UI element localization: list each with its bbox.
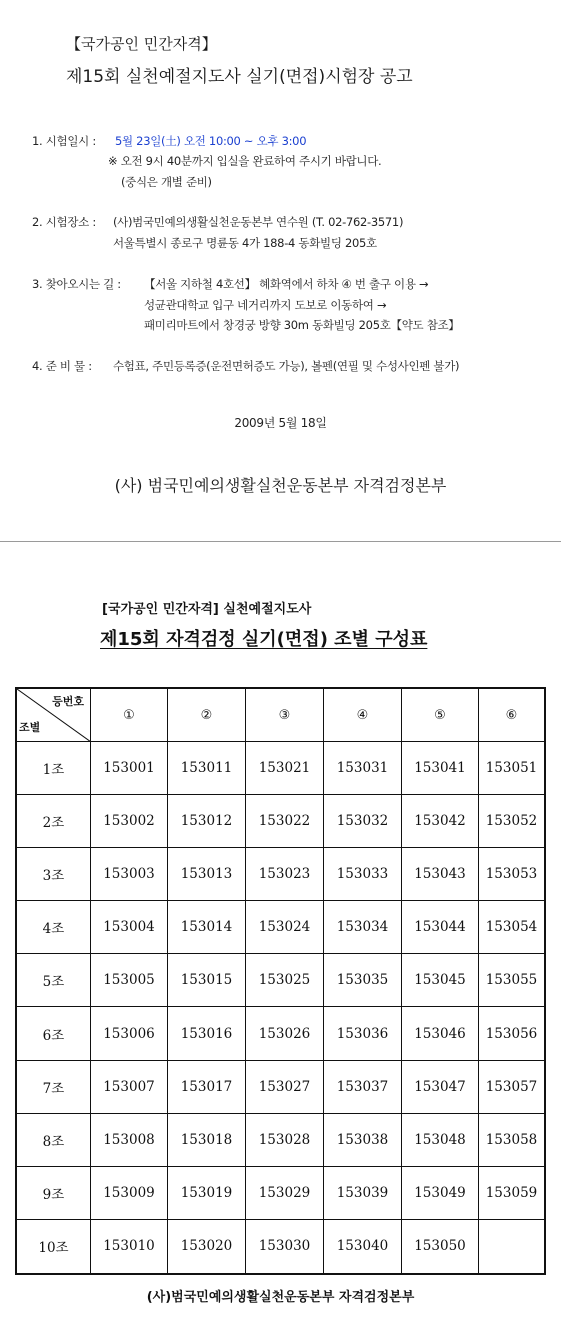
column-header: ⑤: [402, 689, 479, 742]
candidate-number-cell: [479, 1220, 544, 1273]
candidate-number-cell: 153012: [168, 795, 246, 848]
table-corner-header: [17, 689, 91, 742]
column-header: ②: [168, 689, 246, 742]
candidate-number-cell: 153057: [479, 1061, 544, 1114]
candidate-number-cell: 153047: [402, 1061, 479, 1114]
notice-title: 제15회 실천예절지도사 실기(면접)시험장 공고: [66, 67, 413, 87]
candidate-number-cell: 153039: [324, 1167, 402, 1220]
section-divider: [0, 541, 561, 542]
group-label: 3조: [17, 848, 91, 901]
group-label: 2조: [17, 795, 91, 848]
supplies-list: 수험표, 주민등록증(운전면허증도 가능), 볼펜(연필 및 수성사인펜 불가): [113, 359, 460, 373]
group-label: 8조: [17, 1114, 91, 1167]
candidate-number-cell: 153009: [91, 1167, 168, 1220]
candidate-number-cell: 153031: [324, 742, 402, 795]
roster-organization: (사)범국민예의생활실천운동본부 자격검정본부: [146, 1290, 415, 1305]
candidate-number-cell: 153013: [168, 848, 246, 901]
candidate-number-cell: 153058: [479, 1114, 544, 1167]
candidate-number-cell: 153040: [324, 1220, 402, 1273]
directions-line-1: 【서울 지하철 4호선】 혜화역에서 하차 ④ 번 출구 이용 →: [144, 277, 429, 291]
candidate-number-cell: 153007: [91, 1061, 168, 1114]
group-label: 7조: [17, 1061, 91, 1114]
candidate-number-cell: 153037: [324, 1061, 402, 1114]
candidate-number-cell: 153003: [91, 848, 168, 901]
candidate-number-cell: 153023: [246, 848, 324, 901]
column-header: ①: [91, 689, 168, 742]
candidate-number-cell: 153042: [402, 795, 479, 848]
candidate-number-cell: 153059: [479, 1167, 544, 1220]
candidate-number-cell: 153016: [168, 1007, 246, 1060]
candidate-number-cell: 153005: [91, 954, 168, 1007]
candidate-number-cell: 153054: [479, 901, 544, 954]
group-label: 9조: [17, 1167, 91, 1220]
arrival-note: ※ 오전 9시 40분까지 입실을 완료하여 주시기 바랍니다.: [108, 154, 382, 168]
section-3-label: 3. 찾아오시는 길 :: [32, 277, 121, 291]
candidate-number-cell: 153020: [168, 1220, 246, 1273]
candidate-number-cell: 153025: [246, 954, 324, 1007]
candidate-number-cell: 153048: [402, 1114, 479, 1167]
venue-address: 서울특별시 종로구 명륜동 4가 188-4 동화빌딩 205호: [113, 236, 377, 250]
candidate-number-cell: 153055: [479, 954, 544, 1007]
candidate-number-cell: 153028: [246, 1114, 324, 1167]
candidate-number-cell: 153030: [246, 1220, 324, 1273]
candidate-number-cell: 153026: [246, 1007, 324, 1060]
candidate-number-cell: 153049: [402, 1167, 479, 1220]
candidate-number-cell: 153046: [402, 1007, 479, 1060]
candidate-number-cell: 153035: [324, 954, 402, 1007]
candidate-number-cell: 153041: [402, 742, 479, 795]
candidate-number-cell: 153010: [91, 1220, 168, 1273]
candidate-number-cell: 153033: [324, 848, 402, 901]
candidate-number-cell: 153036: [324, 1007, 402, 1060]
candidate-number-cell: 153043: [402, 848, 479, 901]
candidate-number-cell: 153001: [91, 742, 168, 795]
section-1-label: 1. 시험일시 :: [32, 134, 96, 148]
section-4-label: 4. 준 비 물 :: [32, 359, 92, 373]
corner-column-label: 등번호: [52, 695, 84, 708]
corner-row-label: 조별: [19, 721, 41, 734]
candidate-number-cell: 153032: [324, 795, 402, 848]
candidate-number-cell: 153018: [168, 1114, 246, 1167]
column-header: ④: [324, 689, 402, 742]
lunch-note: (중식은 개별 준비): [121, 175, 212, 189]
roster-title: 제15회 자격검정 실기(면접) 조별 구성표: [100, 629, 428, 650]
candidate-number-cell: 153024: [246, 901, 324, 954]
candidate-number-cell: 153051: [479, 742, 544, 795]
candidate-number-cell: 153019: [168, 1167, 246, 1220]
group-label: 5조: [17, 954, 91, 1007]
group-label: 10조: [17, 1220, 91, 1273]
candidate-number-cell: 153056: [479, 1007, 544, 1060]
candidate-number-cell: 153002: [91, 795, 168, 848]
candidate-number-cell: 153045: [402, 954, 479, 1007]
candidate-number-cell: 153034: [324, 901, 402, 954]
candidate-number-cell: 153004: [91, 901, 168, 954]
notice-organization: (사) 범국민예의생활실천운동본부 자격검정본부: [114, 476, 447, 495]
candidate-number-cell: 153053: [479, 848, 544, 901]
candidate-number-cell: 153015: [168, 954, 246, 1007]
candidate-number-cell: 153017: [168, 1061, 246, 1114]
exam-datetime: 5월 23일(土) 오전 10:00 ~ 오후 3:00: [115, 134, 307, 148]
candidate-number-cell: 153014: [168, 901, 246, 954]
group-label: 1조: [17, 742, 91, 795]
candidate-number-cell: 153006: [91, 1007, 168, 1060]
candidate-number-cell: 153022: [246, 795, 324, 848]
candidate-number-cell: 153011: [168, 742, 246, 795]
exam-venue: (사)범국민예의생활실천운동본부 연수원 (T. 02-762-3571): [113, 215, 404, 229]
notice-category: 【국가공인 민간자격】: [66, 35, 217, 53]
candidate-number-cell: 153029: [246, 1167, 324, 1220]
candidate-number-cell: 153021: [246, 742, 324, 795]
group-label: 4조: [17, 901, 91, 954]
roster-table: [15, 687, 546, 1275]
candidate-number-cell: 153052: [479, 795, 544, 848]
candidate-number-cell: 153038: [324, 1114, 402, 1167]
directions-line-3: 패미리마트에서 창경궁 방향 30m 동화빌딩 205호【약도 참조】: [144, 318, 460, 332]
notice-date: 2009년 5월 18일: [234, 416, 327, 430]
column-header: ⑥: [479, 689, 544, 742]
candidate-number-cell: 153008: [91, 1114, 168, 1167]
candidate-number-cell: 153027: [246, 1061, 324, 1114]
candidate-number-cell: 153050: [402, 1220, 479, 1273]
directions-line-2: 성균관대학교 입구 네거리까지 도보로 이동하여 →: [144, 298, 387, 312]
roster-subtitle: [국가공인 민간자격] 실천예절지도사: [102, 602, 312, 617]
candidate-number-cell: 153044: [402, 901, 479, 954]
column-header: ③: [246, 689, 324, 742]
section-2-label: 2. 시험장소 :: [32, 215, 96, 229]
group-label: 6조: [17, 1007, 91, 1060]
